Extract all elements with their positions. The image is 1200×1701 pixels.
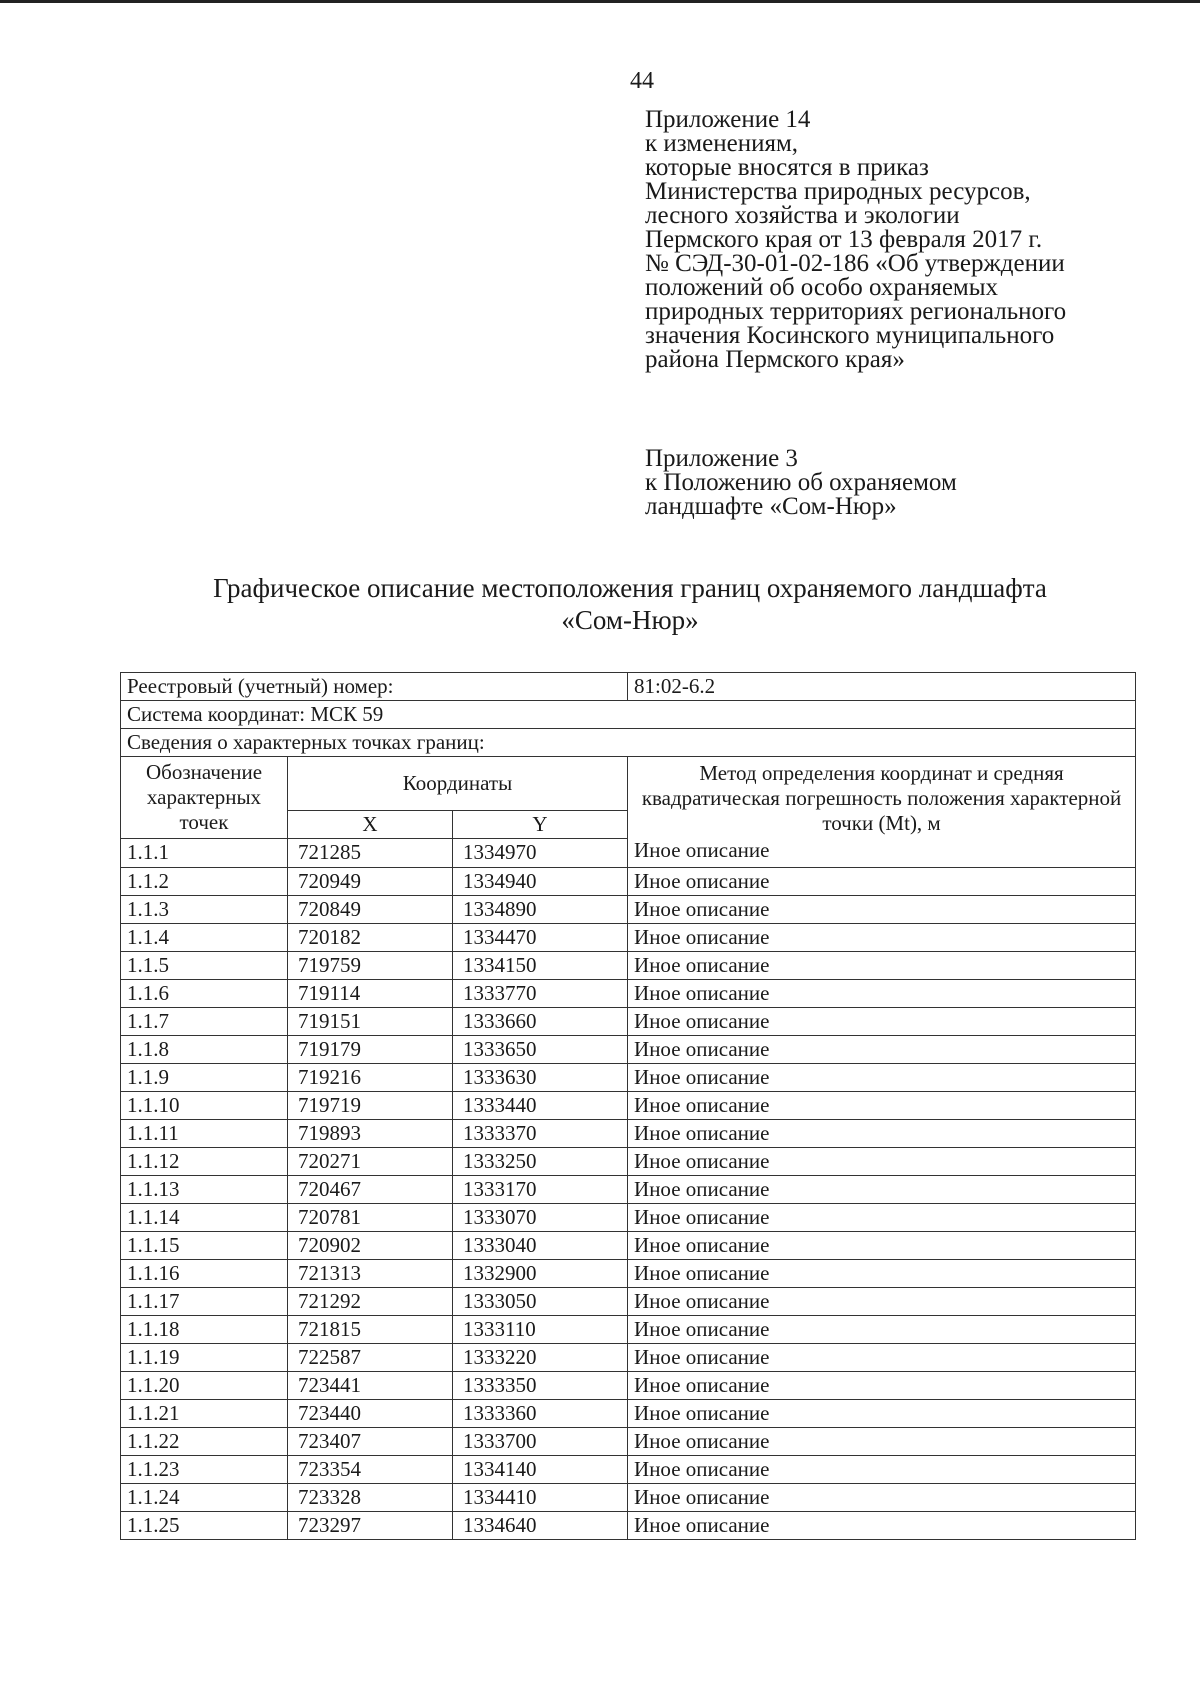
table-row (121, 1176, 1136, 1204)
point-id-cell: 1.1.3 (121, 896, 288, 924)
method-cell: Иное описание (628, 1148, 1136, 1176)
y-coord-cell: 1332900 (453, 1260, 628, 1288)
y-coord-cell: 1333070 (453, 1204, 628, 1232)
table-row (121, 1484, 1136, 1512)
registry-label: Реестровый (учетный) номер: (121, 673, 628, 701)
boundary-points-table (120, 672, 1136, 1540)
y-coord-cell: 1334940 (453, 868, 628, 896)
table-row (121, 1372, 1136, 1400)
appendix-14-line: значения Косинского муниципального (645, 322, 1055, 349)
method-cell: Иное описание (628, 1456, 1136, 1484)
y-coord-cell: 1333220 (453, 1344, 628, 1372)
table-row (121, 1064, 1136, 1092)
x-coord-cell: 721285 (288, 839, 453, 868)
appendix-14-line: которые вносятся в приказ (645, 154, 929, 181)
table-row (121, 952, 1136, 980)
table-row (121, 868, 1136, 896)
appendix-3-line: Приложение 3 (645, 445, 798, 472)
point-id-cell: 1.1.7 (121, 1008, 288, 1036)
y-coord-cell: 1333700 (453, 1428, 628, 1456)
point-id-cell: 1.1.23 (121, 1456, 288, 1484)
point-id-cell: 1.1.20 (121, 1372, 288, 1400)
table-row (121, 1512, 1136, 1540)
table-row (121, 1400, 1136, 1428)
y-coord-cell: 1334640 (453, 1512, 628, 1540)
coord-system-row (121, 701, 1136, 729)
appendix-14-line: к изменениям, (645, 130, 799, 157)
y-coord-cell: 1333650 (453, 1036, 628, 1064)
y-coord-cell: 1333770 (453, 980, 628, 1008)
point-id-cell: 1.1.22 (121, 1428, 288, 1456)
x-coord-cell: 720781 (288, 1204, 453, 1232)
point-id-cell: 1.1.6 (121, 980, 288, 1008)
col-point-header: Обозначение характерных точек (121, 757, 288, 839)
method-cell: Иное описание (628, 924, 1136, 952)
registry-value: 81:02-6.2 (628, 673, 1136, 701)
appendix-14-line: лесного хозяйства и экологии (645, 202, 960, 229)
method-cell: Иное описание (628, 980, 1136, 1008)
method-cell: Иное описание (628, 1260, 1136, 1288)
method-cell: Иное описание (628, 1484, 1136, 1512)
point-id-cell: 1.1.24 (121, 1484, 288, 1512)
point-id-cell: 1.1.10 (121, 1092, 288, 1120)
point-id-cell: 1.1.2 (121, 868, 288, 896)
point-id-cell: 1.1.25 (121, 1512, 288, 1540)
point-id-cell: 1.1.9 (121, 1064, 288, 1092)
x-coord-cell: 720467 (288, 1176, 453, 1204)
points-info: Сведения о характерных точках границ: (121, 729, 1136, 757)
y-coord-cell: 1334140 (453, 1456, 628, 1484)
col-method-header: Метод определения координат и средняя квадратическая погрешность положения характерной точки (Mt), м Иное описание (628, 757, 1136, 868)
x-coord-cell: 719893 (288, 1120, 453, 1148)
appendix-14-line: положений об особо охраняемых (645, 274, 999, 301)
y-coord-cell: 1334970 (453, 839, 628, 868)
x-coord-cell: 721292 (288, 1288, 453, 1316)
y-coord-cell: 1333050 (453, 1288, 628, 1316)
header-row (121, 757, 1136, 811)
x-coord-cell: 719114 (288, 980, 453, 1008)
table-row (121, 980, 1136, 1008)
method-cell-first: Иное описание (634, 838, 770, 862)
method-cell: Иное описание (628, 952, 1136, 980)
appendix-3-line: ландшафте «Сом-Нюр» (645, 493, 897, 520)
x-coord-cell: 720182 (288, 924, 453, 952)
y-coord-cell: 1333170 (453, 1176, 628, 1204)
x-coord-cell: 719719 (288, 1092, 453, 1120)
x-coord-cell: 720902 (288, 1232, 453, 1260)
method-cell: Иное описание (628, 1008, 1136, 1036)
table-row (121, 1092, 1136, 1120)
method-cell: Иное описание (628, 1428, 1136, 1456)
appendix-3-line: к Положению об охраняемом (645, 469, 957, 496)
coord-system: Система координат: МСК 59 (121, 701, 1136, 729)
x-coord-cell: 723328 (288, 1484, 453, 1512)
appendix-14-line: природных территориях регионального (645, 298, 1067, 325)
table-row (121, 1260, 1136, 1288)
point-id-cell: 1.1.5 (121, 952, 288, 980)
point-id-cell: 1.1.14 (121, 1204, 288, 1232)
x-coord-cell: 722587 (288, 1344, 453, 1372)
x-coord-cell: 723407 (288, 1428, 453, 1456)
appendix-14-block (645, 108, 1066, 372)
y-coord-cell: 1333370 (453, 1120, 628, 1148)
appendix-14-line: района Пермского края» (645, 346, 905, 373)
method-cell: Иное описание (628, 1120, 1136, 1148)
table-row (121, 1204, 1136, 1232)
x-coord-cell: 720949 (288, 868, 453, 896)
table-row (121, 896, 1136, 924)
point-id-cell: 1.1.1 (121, 839, 288, 868)
x-coord-cell: 720849 (288, 896, 453, 924)
method-cell: Иное описание (628, 1176, 1136, 1204)
y-coord-cell: 1334890 (453, 896, 628, 924)
method-cell: Иное описание (628, 1064, 1136, 1092)
x-coord-cell: 719216 (288, 1064, 453, 1092)
y-coord-cell: 1334470 (453, 924, 628, 952)
appendix-14-line: Пермского края от 13 февраля 2017 г. (645, 226, 1043, 253)
method-cell: Иное описание (628, 1400, 1136, 1428)
point-id-cell: 1.1.8 (121, 1036, 288, 1064)
x-coord-cell: 719151 (288, 1008, 453, 1036)
y-coord-cell: 1333360 (453, 1400, 628, 1428)
x-coord-cell: 720271 (288, 1148, 453, 1176)
y-coord-cell: 1333250 (453, 1148, 628, 1176)
point-id-cell: 1.1.18 (121, 1316, 288, 1344)
y-coord-cell: 1333350 (453, 1372, 628, 1400)
title-line-2: «Сом-Нюр» (561, 605, 699, 635)
x-coord-cell: 723440 (288, 1400, 453, 1428)
points-info-row (121, 729, 1136, 757)
appendix-14-line: № СЭД-30-01-02-186 «Об утверждении (645, 250, 1065, 277)
method-cell: Иное описание (628, 1036, 1136, 1064)
method-cell: Иное описание (628, 1372, 1136, 1400)
method-cell: Иное описание (628, 1344, 1136, 1372)
point-id-cell: 1.1.17 (121, 1288, 288, 1316)
table-row (121, 1344, 1136, 1372)
x-coord-cell: 719759 (288, 952, 453, 980)
table-row (121, 1316, 1136, 1344)
y-coord-cell: 1333040 (453, 1232, 628, 1260)
title-line-1: Графическое описание местоположения границ охраняемого ландшафта (213, 573, 1047, 603)
point-id-cell: 1.1.4 (121, 924, 288, 952)
method-cell: Иное описание (628, 1092, 1136, 1120)
point-id-cell: 1.1.21 (121, 1400, 288, 1428)
method-cell: Иное описание (628, 1288, 1136, 1316)
table-row (121, 1456, 1136, 1484)
point-id-cell: 1.1.19 (121, 1344, 288, 1372)
point-id-cell: 1.1.15 (121, 1232, 288, 1260)
table-row (121, 1148, 1136, 1176)
col-coords-header: Координаты (288, 757, 628, 811)
appendix-14-line: Приложение 14 (645, 106, 811, 133)
table-row (121, 1008, 1136, 1036)
table-row (121, 1428, 1136, 1456)
point-id-cell: 1.1.12 (121, 1148, 288, 1176)
table-row (121, 1232, 1136, 1260)
x-coord-cell: 721815 (288, 1316, 453, 1344)
method-cell: Иное описание (628, 1316, 1136, 1344)
page-number: 44 (630, 68, 654, 94)
method-cell: Иное описание (628, 1232, 1136, 1260)
x-coord-cell: 723354 (288, 1456, 453, 1484)
col-x-header: X (288, 810, 453, 839)
method-cell: Иное описание (628, 1204, 1136, 1232)
y-coord-cell: 1334410 (453, 1484, 628, 1512)
x-coord-cell: 723297 (288, 1512, 453, 1540)
method-cell: Иное описание (628, 1512, 1136, 1540)
appendix-14-line: Министерства природных ресурсов, (645, 178, 1031, 205)
y-coord-cell: 1334150 (453, 952, 628, 980)
x-coord-cell: 723441 (288, 1372, 453, 1400)
y-coord-cell: 1333440 (453, 1092, 628, 1120)
registry-row (121, 673, 1136, 701)
appendix-3-block (645, 447, 957, 519)
method-cell: Иное описание (628, 868, 1136, 896)
y-coord-cell: 1333630 (453, 1064, 628, 1092)
document-title (130, 572, 1130, 636)
point-id-cell: 1.1.16 (121, 1260, 288, 1288)
method-cell: Иное описание (628, 896, 1136, 924)
point-id-cell: 1.1.11 (121, 1120, 288, 1148)
col-y-header: Y (453, 810, 628, 839)
y-coord-cell: 1333660 (453, 1008, 628, 1036)
table-row (121, 1120, 1136, 1148)
x-coord-cell: 719179 (288, 1036, 453, 1064)
table-row (121, 1288, 1136, 1316)
table-row (121, 1036, 1136, 1064)
point-id-cell: 1.1.13 (121, 1176, 288, 1204)
page-edge-line (0, 0, 1200, 3)
y-coord-cell: 1333110 (453, 1316, 628, 1344)
x-coord-cell: 721313 (288, 1260, 453, 1288)
table-row (121, 924, 1136, 952)
